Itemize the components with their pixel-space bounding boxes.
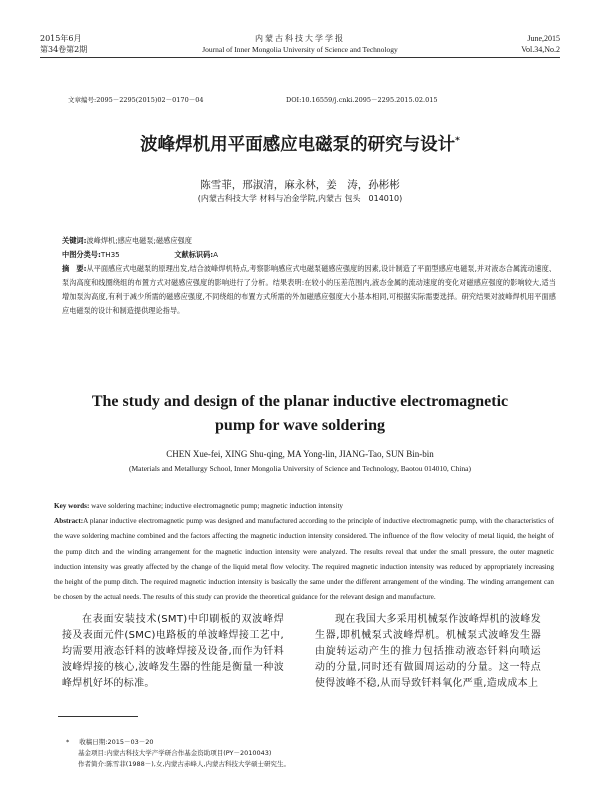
- keywords-en-line: [54, 499, 554, 514]
- clc-line: [62, 248, 556, 262]
- keywords-cn-line: [62, 234, 556, 248]
- doc-code-label: 文献标识码:: [174, 250, 214, 259]
- keywords-cn: 波峰焊机;感应电磁泵;磁感应强度: [86, 236, 192, 245]
- footnote-mark: *: [66, 738, 70, 746]
- header-month-en: June,2015: [527, 34, 560, 43]
- body-column-right: 现在我国大多采用机械泵作波峰焊机的波峰发生器,即机械泵式波峰焊机。机械泵式波峰发生器由旋转运动产生的推力包括推动液态钎料向喷运动的分量,同时还有做圆周运动的分量。这一特点使得波峰不稳,从而导致钎料氧化严重,造成成本上: [315, 614, 541, 689]
- footnote-author-bio: 作者简介:陈雪菲(1988－),女,内蒙古赤峰人,内蒙古科技大学硕士研究生。: [78, 760, 291, 768]
- header-date: 2015年6月: [40, 34, 82, 43]
- journal-name-en: Journal of Inner Mongolia University of Science and Technology: [202, 45, 398, 54]
- footnote-rule: [58, 716, 138, 717]
- affiliation-en: (Materials and Metallurgy School, Inner Mongolia University of Science and Technology, Baotou 014010, China): [129, 464, 471, 473]
- title-footnote-mark: *: [455, 136, 460, 146]
- abstract-cn-block: [62, 262, 556, 318]
- footnotes: [66, 737, 546, 770]
- footnote-fund: 基金项目:内蒙古科技大学产学研合作基金资助项目(PY－2010043): [78, 749, 272, 757]
- authors-en: CHEN Xue-fei, XING Shu-qing, MA Yong-lin, JIANG-Tao, SUN Bin-bin: [166, 449, 434, 459]
- journal-name-cn: 内蒙古科技大学学报: [255, 34, 345, 43]
- keywords-cn-label: 关键词:: [62, 236, 87, 245]
- affiliation-cn: (内蒙古科技大学 材料与冶金学院,内蒙古 包头 014010): [197, 194, 403, 203]
- clc-label: 中图分类号:: [62, 250, 101, 259]
- article-number: 文章编号:2095－2295(2015)02－0170－04: [68, 96, 204, 104]
- abstract-cn-label: 摘 要:: [62, 264, 87, 273]
- abstract-en-block: [54, 514, 554, 606]
- body-column-left: 在表面安装技术(SMT)中印刷板的双波峰焊接及表面元件(SMC)电路板的单波峰焊接工艺中,均需要用液态钎料的波峰焊接及设备,而作为钎料波峰焊接的核心,波峰发生器的性能是衡量一种波峰焊机好坏的标准。: [62, 614, 284, 689]
- title-cn-block: [0, 130, 600, 156]
- header-volume-cn: 第34卷第2期: [40, 45, 88, 54]
- header-center: [0, 33, 600, 55]
- title-en-line1: The study and design of the planar inductive electromagnetic: [91, 393, 509, 410]
- keywords-en: wave soldering machine; inductive electromagnetic pump; magnetic induction intensity: [91, 502, 344, 510]
- clc-code: TH35: [100, 250, 120, 259]
- header-right: [521, 33, 560, 55]
- header-rule: [40, 57, 560, 58]
- abstract-cn: 从平面感应式电磁泵的原理出发,结合波峰焊机特点,考察影响感应式电磁泵磁感应强度的因素,设计制造了平面型感应电磁泵,并对液态合属流动速度、泵沟高度和线圈绕组的布置方式对磁感应强度的影响进行了分析。结果表明:在较小的压差范围内,液态金属的流动速度的变化对磁感应强度的影响较大,适当增加泵沟高度,有利于减少所需的磁感应强度,不同绕组的布置方式所需的外加磁感应强度大小基本相同,可根据实际需要选择。研究结果对波峰焊机用平面感应电磁泵的设计和制造提供理论指导。: [62, 264, 557, 315]
- received-date: 收稿日期:2015－03－20: [79, 738, 154, 746]
- title-cn: 波峰焊机用平面感应电磁泵的研究与设计: [140, 134, 456, 155]
- doi: DOI:10.16559/j.cnki.2095－2295.2015.02.015: [286, 96, 438, 104]
- abstract-en-label: Abstract:: [54, 517, 84, 525]
- keywords-en-label: Key words:: [54, 502, 90, 510]
- authors-cn: 陈雪菲，邢淑清，麻永林，姜 涛，孙彬彬: [200, 179, 400, 191]
- title-en-line2: pump for wave soldering: [215, 417, 385, 434]
- abstract-en: A planar inductive electromagnetic pump was designed and manufactured according to the principle of inductive electromagnetic pump, with the characteristics of the wave soldering machine combined and the factors affecting the magnetic induction intensity considered. The influence of the flow velocity of metal liquid, the height of the pump ditch and the winding arrangement for the magnetic induction intensity were analyzed. The results reveal that under the small pressure, the outer magnetic induction intensity was greatly affected by the change of the liquid metal flow velocity. The required magnetic induction intensity was reduced by appropriately increasing the height of the pump ditch. The required magnetic induction intensity is basically the same under the different arrangement of the winding. The winding arrangement can be chosen by the actual needs. The results of this study can provide the theoretical guidance for the relevant design and manufacture.: [54, 517, 554, 602]
- title-en-block: [0, 390, 600, 438]
- doc-code: A: [213, 250, 219, 259]
- header-volume-en: Vol.34,No.2: [521, 45, 560, 54]
- footnote-received: [66, 737, 546, 748]
